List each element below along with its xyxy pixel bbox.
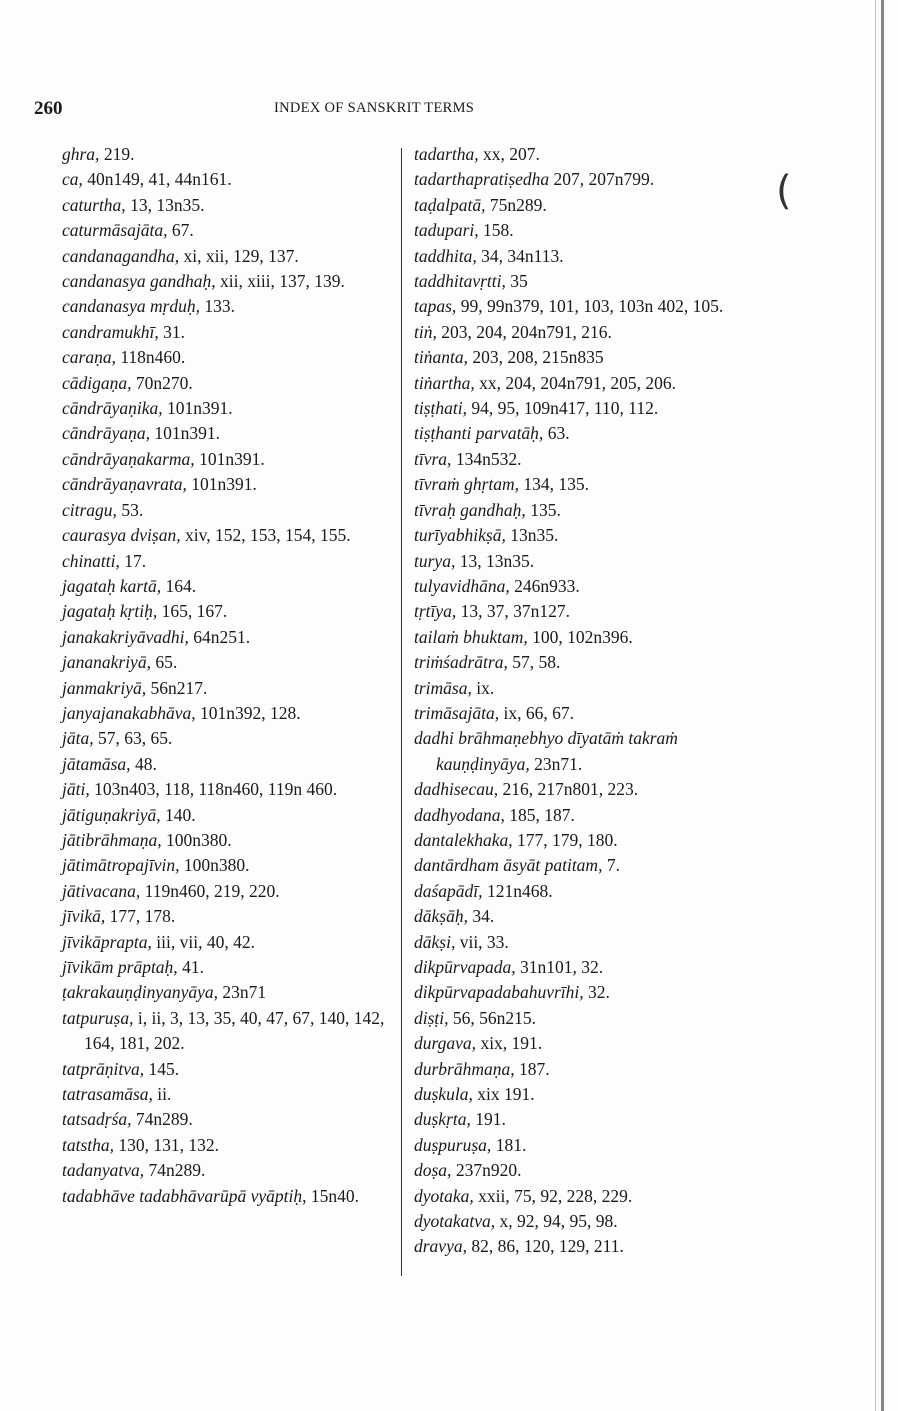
index-entry <box>414 1031 774 1056</box>
index-refs: iii, vii, 40, 42. <box>151 931 255 952</box>
index-term: citragu, <box>62 499 117 520</box>
index-entry <box>62 1158 392 1183</box>
index-refs: 237n920. <box>451 1160 522 1181</box>
index-term: tadanyatva, <box>62 1160 145 1181</box>
index-entry <box>414 726 774 777</box>
index-entry <box>62 320 392 345</box>
index-entry <box>414 1133 774 1158</box>
column-divider <box>401 148 402 1276</box>
index-term: tadabhāve tadabhāvarūpā vyāptiḥ, <box>62 1185 307 1206</box>
index-refs: xii, xiii, 137, 139. <box>215 271 345 292</box>
index-entry <box>414 549 774 574</box>
index-entry <box>414 1158 774 1183</box>
index-term: tīvra, <box>414 448 452 469</box>
index-column-left <box>62 142 392 1209</box>
index-entry <box>414 625 774 650</box>
index-term: dākṣāḥ, <box>414 906 468 927</box>
index-refs: xix 191. <box>472 1084 535 1105</box>
index-refs: 100, 102n396. <box>527 626 633 647</box>
index-entry <box>62 193 392 218</box>
index-refs: 101n391. <box>186 474 257 495</box>
index-entry <box>62 904 392 929</box>
index-entry <box>414 269 774 294</box>
index-entry <box>414 853 774 878</box>
index-refs: vii, 33. <box>455 931 509 952</box>
index-entry <box>62 167 392 192</box>
index-entry <box>414 244 774 269</box>
index-refs: 164. <box>161 575 197 596</box>
index-term: dantārdham āsyāt patitam, <box>414 855 603 876</box>
index-term: tiṣṭhati, <box>414 398 467 419</box>
index-entry <box>62 142 392 167</box>
index-refs: 181. <box>491 1134 527 1155</box>
index-refs: 100n380. <box>179 855 250 876</box>
index-term: dyotaka, <box>414 1185 474 1206</box>
index-entry <box>62 879 392 904</box>
index-refs: x, 92, 94, 95, 98. <box>495 1211 618 1232</box>
page-edge-shadow <box>875 0 876 1411</box>
index-entry <box>62 345 392 370</box>
index-refs: 121n468. <box>482 880 553 901</box>
index-refs: 100n380. <box>161 829 232 850</box>
index-term: turya, <box>414 550 456 571</box>
index-entry <box>62 294 392 319</box>
index-refs: i, ii, 3, 13, 35, 40, 47, 67, 140, 142, 164, 181, 202. <box>84 1007 385 1054</box>
index-refs: 119n460, 219, 220. <box>140 880 280 901</box>
index-refs: 185, 187. <box>504 804 575 825</box>
index-entry <box>62 625 392 650</box>
index-entry <box>62 726 392 751</box>
index-entry <box>414 1082 774 1107</box>
index-entry <box>62 853 392 878</box>
index-entry <box>414 1184 774 1209</box>
index-entry <box>414 777 774 802</box>
index-refs: 65. <box>150 652 178 673</box>
index-entry <box>414 599 774 624</box>
index-entry <box>414 904 774 929</box>
index-entry <box>414 523 774 548</box>
index-refs: 75n289. <box>485 194 547 215</box>
index-entry <box>414 879 774 904</box>
index-term: chinatti, <box>62 550 120 571</box>
running-head: INDEX OF SANSKRIT TERMS <box>274 100 475 116</box>
index-entry <box>62 1107 392 1132</box>
index-entry <box>62 980 392 1005</box>
index-term: tapas, <box>414 296 457 317</box>
index-refs: 23n71. <box>529 753 583 774</box>
index-refs: xi, xii, 129, 137. <box>179 245 299 266</box>
index-entry <box>62 599 392 624</box>
index-entry <box>414 803 774 828</box>
index-refs: 67. <box>167 220 194 241</box>
index-refs: 135. <box>525 499 561 520</box>
index-term: duṣkula, <box>414 1084 473 1105</box>
page-number: 260 <box>34 98 63 119</box>
index-refs: 70n270. <box>131 372 193 393</box>
index-term: tiṅanta, <box>414 347 468 368</box>
index-entry <box>62 396 392 421</box>
index-refs: xx, 204, 204n791, 205, 206. <box>474 372 677 393</box>
index-entry <box>414 193 774 218</box>
index-entry <box>414 472 774 497</box>
margin-mark: ( <box>776 168 792 214</box>
index-term: jāta, <box>62 728 94 749</box>
index-term: durbrāhmaṇa, <box>414 1058 515 1079</box>
index-term: duṣpuruṣa, <box>414 1134 492 1155</box>
index-entry <box>414 294 774 319</box>
index-refs: 140. <box>160 804 196 825</box>
index-term: janakakriyāvadhi, <box>62 626 189 647</box>
index-term: jagataḥ kartā, <box>62 575 162 596</box>
index-refs: 15n40. <box>306 1185 359 1206</box>
index-term: jananakriyā, <box>62 652 151 673</box>
index-entry <box>62 1057 392 1082</box>
index-term: daśapādī, <box>414 880 483 901</box>
index-entry <box>414 498 774 523</box>
index-term: dadhi brāhmaṇebhyo dīyatāṁ takraṁ kauṇḍinyāya, <box>414 728 678 774</box>
index-term: ṭakrakauṇḍinyanyāya, <box>62 982 218 1003</box>
index-term: duṣkṛta, <box>414 1109 471 1130</box>
index-term: janyajanakabhāva, <box>62 702 196 723</box>
index-entry <box>62 523 392 548</box>
index-term: taddhita, <box>414 245 477 266</box>
index-refs: 13, 13n35. <box>125 194 205 215</box>
index-refs: 134, 135. <box>519 474 589 495</box>
index-term: trimāsajāta, <box>414 702 500 723</box>
index-column-right <box>414 142 774 1260</box>
index-refs: 187. <box>514 1058 550 1079</box>
index-entry <box>414 320 774 345</box>
index-term: dyotakatva, <box>414 1211 496 1232</box>
index-refs: 40n149, 41, 44n161. <box>82 169 232 190</box>
index-refs: 48. <box>130 753 157 774</box>
index-entry <box>62 498 392 523</box>
index-refs: 82, 86, 120, 129, 211. <box>466 1236 624 1257</box>
index-term: candanasya mṛduḥ, <box>62 296 201 317</box>
index-entry <box>62 777 392 802</box>
index-entry <box>414 421 774 446</box>
index-entry <box>62 1184 392 1209</box>
index-term: dikpūrvapada, <box>414 957 516 977</box>
index-term: doṣa, <box>414 1160 452 1181</box>
index-entry <box>62 930 392 955</box>
index-term: dākṣi, <box>414 931 456 952</box>
index-term: ca, <box>62 169 83 190</box>
index-term: jātivacana, <box>62 880 141 901</box>
index-refs: 99, 99n379, 101, 103, 103n 402, 105. <box>456 296 724 317</box>
index-entry <box>62 701 392 726</box>
index-refs: 103n403, 118, 118n460, 119n 460. <box>89 779 338 800</box>
index-refs: ix, 66, 67. <box>499 702 574 723</box>
index-refs: 158. <box>478 220 514 241</box>
index-entry <box>62 955 392 980</box>
index-term: janmakriyā, <box>62 677 147 698</box>
index-refs: 219. <box>99 144 135 164</box>
index-refs: 177, 179, 180. <box>512 829 618 850</box>
index-term: candramukhī, <box>62 321 159 342</box>
index-entry <box>414 345 774 370</box>
index-term: dravya, <box>414 1236 467 1257</box>
index-term: jīvikā, <box>62 906 106 927</box>
index-term: tatpuruṣa, <box>62 1007 134 1028</box>
index-refs: 101n392, 128. <box>195 702 301 723</box>
index-entry <box>62 650 392 675</box>
index-term: jātimātropajīvin, <box>62 855 180 876</box>
index-term: tṛtīya, <box>414 601 457 622</box>
index-refs: 63. <box>543 423 570 444</box>
index-entry <box>414 218 774 243</box>
index-term: trimāsa, <box>414 677 472 698</box>
index-entry <box>62 752 392 777</box>
index-refs: xix, 191. <box>476 1033 543 1054</box>
index-term: caturmāsajāta, <box>62 220 168 241</box>
index-refs: 13n35. <box>505 525 559 546</box>
index-term: dadhyodana, <box>414 804 505 825</box>
index-entry <box>414 167 774 192</box>
index-term: dantalekhaka, <box>414 829 513 850</box>
index-refs: ix. <box>471 677 495 698</box>
index-refs: 32. <box>583 982 610 1003</box>
index-refs: 101n391. <box>194 448 265 469</box>
index-term: tadartha, <box>414 144 479 164</box>
index-entry <box>62 803 392 828</box>
index-entry <box>414 1209 774 1234</box>
index-term: jātiguṇakriyā, <box>62 804 161 825</box>
index-refs: 101n391. <box>162 398 233 419</box>
index-refs: xxii, 75, 92, 228, 229. <box>473 1185 633 1206</box>
index-entry <box>414 701 774 726</box>
index-entry <box>62 676 392 701</box>
index-refs: 31n101, 32. <box>515 957 604 977</box>
index-refs: 7. <box>602 855 620 876</box>
index-refs: xx, 207. <box>478 144 540 164</box>
index-refs: 23n71 <box>218 982 267 1003</box>
index-refs: 35 <box>505 271 528 292</box>
index-term: cāndrāyaṇa, <box>62 423 150 444</box>
index-refs: 17. <box>119 550 147 571</box>
index-entry <box>414 396 774 421</box>
index-refs: 118n460. <box>115 347 186 368</box>
index-entry <box>414 650 774 675</box>
index-refs: 57, 63, 65. <box>93 728 173 749</box>
index-entry <box>414 1006 774 1031</box>
index-term: tatprāṇitva, <box>62 1058 145 1079</box>
index-refs: 74n289. <box>144 1160 206 1181</box>
index-term: diṣṭi, <box>414 1007 449 1028</box>
index-refs: 133. <box>200 296 236 317</box>
index-term: taḍalpatā, <box>414 194 486 215</box>
index-entry <box>414 1234 774 1259</box>
index-term: tatstha, <box>62 1134 115 1155</box>
page-edge <box>881 0 884 1411</box>
index-term: dikpūrvapadabahuvrīhi, <box>414 982 584 1003</box>
index-entry <box>62 421 392 446</box>
index-term: durgava, <box>414 1033 477 1054</box>
index-refs: 246n933. <box>509 575 580 596</box>
index-entry <box>62 472 392 497</box>
index-term: caurasya dviṣan, <box>62 525 181 546</box>
index-entry <box>62 574 392 599</box>
index-term: tiṣṭhanti parvatāḥ, <box>414 423 544 444</box>
index-refs: ii. <box>152 1084 172 1105</box>
index-refs: 134n532. <box>451 448 522 469</box>
index-term: ghra, <box>62 144 100 164</box>
index-entry <box>414 676 774 701</box>
index-refs: 64n251. <box>188 626 251 647</box>
index-entry <box>414 955 774 980</box>
index-refs: 203, 208, 215n835 <box>467 347 604 368</box>
index-entry <box>414 574 774 599</box>
index-refs: 56, 56n215. <box>448 1007 537 1028</box>
index-refs: 56n217. <box>146 677 208 698</box>
index-refs: 145. <box>144 1058 180 1079</box>
index-refs: 13, 13n35. <box>455 550 535 571</box>
index-term: jagataḥ kṛtiḥ, <box>62 601 158 622</box>
index-refs: xiv, 152, 153, 154, 155. <box>180 525 351 546</box>
index-term: taddhitavṛtti, <box>414 271 506 292</box>
index-entry <box>62 218 392 243</box>
index-refs: 53. <box>116 499 144 520</box>
index-refs: 57, 58. <box>507 652 561 673</box>
index-entry <box>62 244 392 269</box>
index-term: jāti, <box>62 779 90 800</box>
index-refs: 34. <box>467 906 495 927</box>
index-refs: 177, 178. <box>105 906 176 927</box>
index-refs: 216, 217n801, 223. <box>498 779 639 800</box>
index-term: jīvikāprapta, <box>62 931 152 952</box>
index-entry <box>414 447 774 472</box>
index-term: cādigaṇa, <box>62 372 132 393</box>
index-entry <box>62 828 392 853</box>
index-term: tiṅ, <box>414 321 437 342</box>
index-entry <box>62 269 392 294</box>
index-term: tailaṁ bhuktam, <box>414 626 528 647</box>
index-refs: 130, 131, 132. <box>114 1134 220 1155</box>
index-entry <box>62 1006 392 1057</box>
index-term: tadarthapratiṣedha <box>414 169 550 190</box>
index-term: candanasya gandhaḥ, <box>62 271 216 292</box>
index-term: turīyabhikṣā, <box>414 525 506 546</box>
index-entry <box>414 930 774 955</box>
index-refs: 41. <box>177 957 204 977</box>
index-term: tadupari, <box>414 220 479 241</box>
index-entry <box>414 142 774 167</box>
index-refs: 34, 34n113. <box>476 245 564 266</box>
index-term: jātamāsa, <box>62 753 131 774</box>
index-refs: 207, 207n799. <box>549 169 655 190</box>
index-refs: 13, 37, 37n127. <box>456 601 571 622</box>
index-entry <box>62 1133 392 1158</box>
index-entry <box>62 1082 392 1107</box>
index-term: cāndrāyaṇika, <box>62 398 163 419</box>
index-refs: 101n391. <box>149 423 220 444</box>
index-term: tulyavidhāna, <box>414 575 510 596</box>
index-refs: 94, 95, 109n417, 110, 112. <box>467 398 659 419</box>
index-entry <box>414 980 774 1005</box>
index-entry <box>414 1107 774 1132</box>
index-term: caturtha, <box>62 194 126 215</box>
index-entry <box>414 1057 774 1082</box>
index-term: tīvraḥ gandhaḥ, <box>414 499 526 520</box>
index-entry <box>62 447 392 472</box>
index-entry <box>62 549 392 574</box>
index-term: cāndrāyaṇakarma, <box>62 448 195 469</box>
index-term: tatrasamāsa, <box>62 1084 153 1105</box>
index-term: jātibrāhmaṇa, <box>62 829 162 850</box>
index-entry <box>62 371 392 396</box>
index-refs: 165, 167. <box>157 601 228 622</box>
index-refs: 203, 204, 204n791, 216. <box>436 321 612 342</box>
index-refs: 74n289. <box>131 1109 193 1130</box>
index-term: cāndrāyaṇavrata, <box>62 474 187 495</box>
index-entry <box>414 371 774 396</box>
index-refs: 31. <box>158 321 185 342</box>
index-term: jīvikām prāptaḥ, <box>62 957 178 977</box>
index-refs: 191. <box>470 1109 506 1130</box>
index-term: tatsadṛśa, <box>62 1109 132 1130</box>
index-entry <box>414 828 774 853</box>
index-term: candanagandha, <box>62 245 180 266</box>
index-term: tīvraṁ ghṛtam, <box>414 474 519 495</box>
index-term: triṁśadrātra, <box>414 652 508 673</box>
index-term: caraṇa, <box>62 347 116 368</box>
index-term: dadhisecau, <box>414 779 499 800</box>
index-term: tiṅartha, <box>414 372 475 393</box>
